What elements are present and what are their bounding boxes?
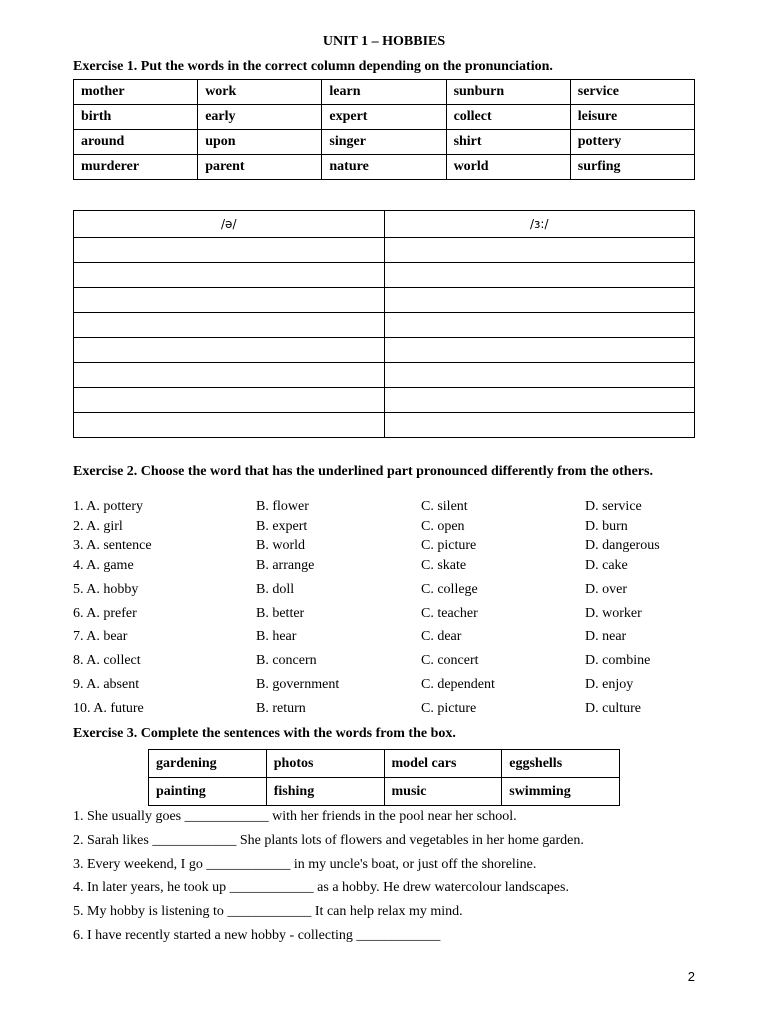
exercise1-word-table (73, 79, 695, 180)
option-b: B. government (256, 677, 340, 692)
table-row (149, 778, 620, 806)
answer-cell[interactable] (74, 338, 385, 363)
sentence: 3. Every weekend, I go ____________ in my uncle's boat, or just off the shoreline. (73, 857, 537, 872)
word-cell: world (446, 155, 570, 180)
option-a: 9. A. absent (73, 677, 140, 692)
option-d: D. cake (585, 558, 628, 573)
sentence: 2. Sarah likes ____________ She plants lots of flowers and vegetables in her home garden. (73, 833, 584, 848)
option-c: C. silent (421, 499, 468, 514)
option-c: C. college (421, 582, 478, 597)
answer-cell[interactable] (384, 388, 695, 413)
answer-cell[interactable] (384, 363, 695, 388)
option-a: 7. A. bear (73, 629, 128, 644)
word-cell: leisure (570, 105, 694, 130)
answer-cell[interactable] (74, 313, 385, 338)
answer-cell[interactable] (74, 413, 385, 438)
word-cell: around (74, 130, 198, 155)
answer-row (74, 288, 695, 313)
table-row (74, 105, 695, 130)
option-d: D. dangerous (585, 538, 660, 553)
answer-row (74, 413, 695, 438)
page-title: UNIT 1 – HOBBIES (322, 34, 446, 49)
answer-row (74, 263, 695, 288)
word-cell: collect (446, 105, 570, 130)
column-header-er: /ɜ:/ (384, 211, 695, 238)
option-d: D. worker (585, 606, 642, 621)
sentence: 5. My hobby is listening to ____________ It can help relax my mind. (73, 904, 463, 919)
word-cell: swimming (502, 778, 620, 806)
option-a: 3. A. sentence (73, 538, 152, 553)
word-cell: mother (74, 80, 198, 105)
question-row (73, 537, 713, 555)
table-row (74, 130, 695, 155)
column-header-schwa: /ə/ (74, 211, 385, 238)
option-d: D. enjoy (585, 677, 634, 692)
word-cell: photos (266, 750, 384, 778)
answer-row (74, 338, 695, 363)
answer-cell[interactable] (74, 288, 385, 313)
question-row (73, 581, 713, 599)
option-d: D. culture (585, 701, 641, 716)
word-cell: service (570, 80, 694, 105)
exercise2-heading: Exercise 2. Choose the word that has the underlined part pronounced differently from the others. (73, 464, 653, 479)
sentence: 1. She usually goes ____________ with her friends in the pool near her school. (73, 809, 517, 824)
answer-cell[interactable] (384, 413, 695, 438)
exercise1-heading: Exercise 1. Put the words in the correct column depending on the pronunciation. (73, 59, 553, 74)
option-d: D. combine (585, 653, 651, 668)
option-c: C. picture (421, 701, 477, 716)
word-cell: eggshells (502, 750, 620, 778)
option-b: B. arrange (256, 558, 315, 573)
question-row (73, 498, 713, 516)
answer-cell[interactable] (384, 263, 695, 288)
word-cell: shirt (446, 130, 570, 155)
word-cell: murderer (74, 155, 198, 180)
option-b: B. doll (256, 582, 295, 597)
option-d: D. near (585, 629, 627, 644)
answer-row (74, 388, 695, 413)
question-row (73, 652, 713, 670)
answer-cell[interactable] (384, 338, 695, 363)
word-cell: parent (198, 155, 322, 180)
question-row (73, 605, 713, 623)
word-cell: sunburn (446, 80, 570, 105)
word-cell: learn (322, 80, 446, 105)
word-cell: birth (74, 105, 198, 130)
option-a: 8. A. collect (73, 653, 141, 668)
answer-cell[interactable] (74, 363, 385, 388)
option-a: 1. A. pottery (73, 499, 143, 514)
option-b: B. world (256, 538, 305, 553)
word-cell: nature (322, 155, 446, 180)
question-row (73, 518, 713, 536)
option-b: B. flower (256, 499, 309, 514)
question-row (73, 700, 713, 718)
option-b: B. better (256, 606, 305, 621)
option-b: B. hear (256, 629, 297, 644)
table-row (74, 80, 695, 105)
option-c: C. dependent (421, 677, 495, 692)
word-cell: singer (322, 130, 446, 155)
word-cell: work (198, 80, 322, 105)
option-a: 4. A. game (73, 558, 134, 573)
option-b: B. return (256, 701, 306, 716)
answer-row (74, 313, 695, 338)
word-cell: pottery (570, 130, 694, 155)
word-cell: early (198, 105, 322, 130)
answer-cell[interactable] (384, 238, 695, 263)
answer-row (74, 363, 695, 388)
option-c: C. open (421, 519, 465, 534)
option-c: C. skate (421, 558, 467, 573)
word-cell: music (384, 778, 502, 806)
exercise3-heading: Exercise 3. Complete the sentences with the words from the box. (73, 726, 456, 741)
sentence: 6. I have recently started a new hobby - collecting ____________ (73, 928, 441, 943)
page-number: 2 (687, 969, 695, 984)
word-cell: fishing (266, 778, 384, 806)
word-cell: upon (198, 130, 322, 155)
option-c: C. teacher (421, 606, 478, 621)
option-c: C. picture (421, 538, 477, 553)
answer-cell[interactable] (74, 263, 385, 288)
word-cell: surfing (570, 155, 694, 180)
option-a: 2. A. girl (73, 519, 123, 534)
sentence: 4. In later years, he took up ____________ as a hobby. He drew watercolour landscapes. (73, 880, 569, 895)
option-d: D. over (585, 582, 627, 597)
option-c: C. dear (421, 629, 462, 644)
word-cell: expert (322, 105, 446, 130)
exercise3-word-box (148, 749, 620, 806)
table-row (74, 155, 695, 180)
table-row (149, 750, 620, 778)
pronunciation-answer-table (73, 210, 695, 438)
answer-cell[interactable] (384, 288, 695, 313)
question-row (73, 628, 713, 646)
table-header-row (74, 211, 695, 238)
option-a: 5. A. hobby (73, 582, 139, 597)
option-c: C. concert (421, 653, 479, 668)
option-b: B. concern (256, 653, 317, 668)
question-row (73, 557, 713, 575)
option-b: B. expert (256, 519, 308, 534)
option-d: D. burn (585, 519, 628, 534)
answer-row (74, 238, 695, 263)
answer-cell[interactable] (384, 313, 695, 338)
word-cell: gardening (149, 750, 267, 778)
option-a: 10. A. future (73, 701, 144, 716)
word-cell: painting (149, 778, 267, 806)
question-row (73, 676, 713, 694)
answer-cell[interactable] (74, 238, 385, 263)
option-a: 6. A. prefer (73, 606, 137, 621)
option-d: D. service (585, 499, 642, 514)
answer-cell[interactable] (74, 388, 385, 413)
word-cell: model cars (384, 750, 502, 778)
